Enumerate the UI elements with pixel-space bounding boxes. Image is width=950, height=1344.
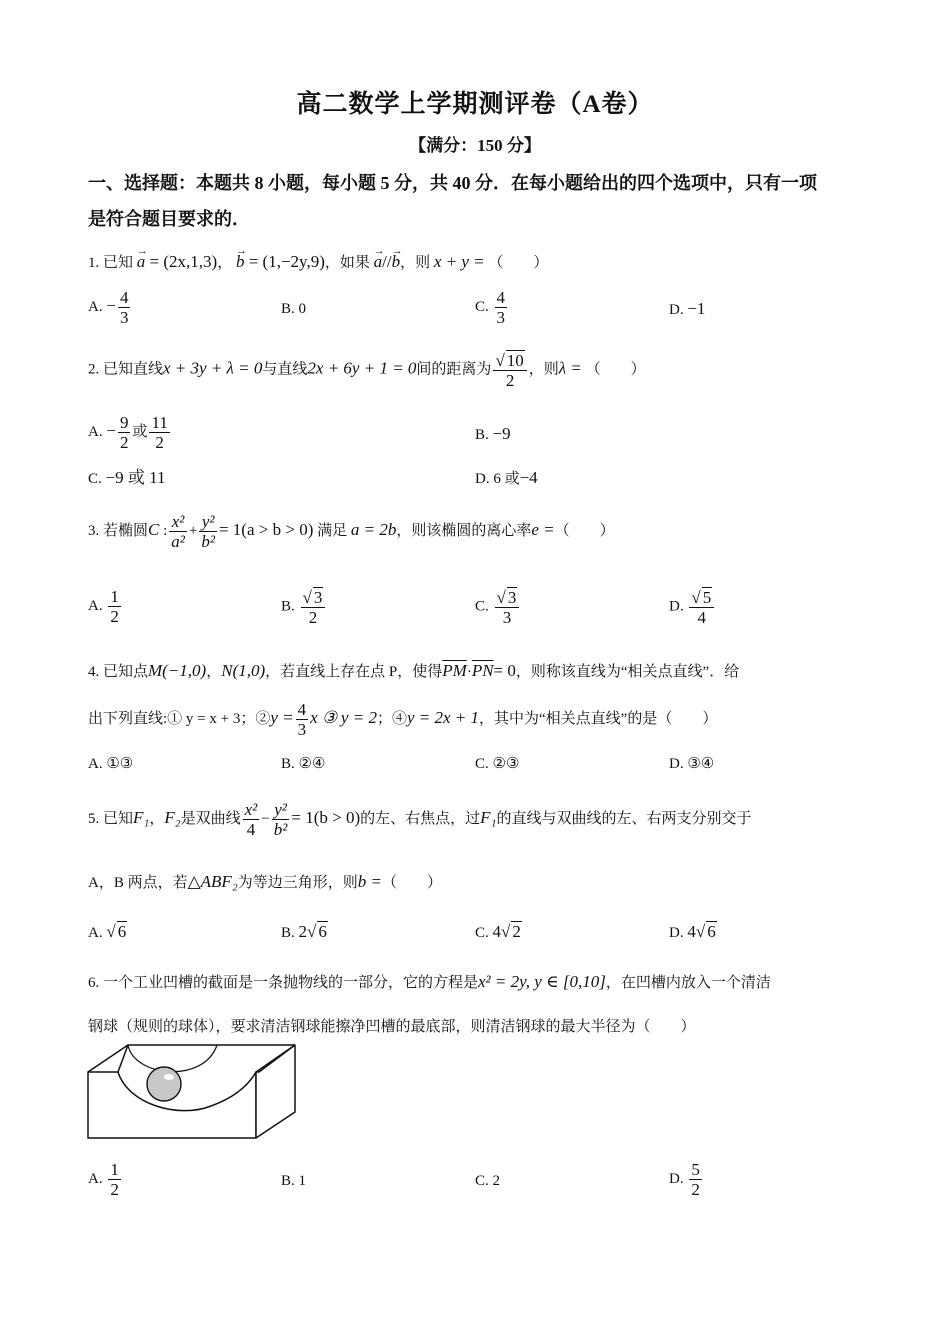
vector-b: (1,−2y,9): [262, 252, 325, 271]
vector-a: (2x,1,3): [163, 252, 218, 271]
q5-option-b: B. 2√ 6: [281, 922, 327, 941]
question-5-line2: A，B 两点，若△ABF₂为等边三角形，则b =（ ）: [88, 872, 442, 891]
q5-option-a: A. √ 6: [88, 922, 127, 941]
exam-title: 高二数学上学期测评卷（A卷）: [296, 91, 654, 118]
q5-option-d: D. 4√ 6: [669, 922, 716, 941]
groove-figure: [86, 1042, 306, 1142]
q1-option-b: B. 0: [281, 301, 307, 317]
question-4: 4. 已知点M(−1,0)，N(1,0)，若直线上存在点 P，使得$\overline{PM}\cdot\overline{PN}= 0$，则称该直线为“相关点直线”．给: [88, 661, 740, 680]
question-6: 6. 一个工业凹槽的截面是一条抛物线的一部分，它的方程是x² = 2y, y ∈ [0,10]，在凹槽内放入一个清洁: [88, 972, 771, 991]
q2-option-b: B. −9: [475, 424, 511, 443]
q3-option-c: C. $\frac{√ 3}{3}$: [475, 587, 521, 627]
q6-option-c: C. 2: [475, 1173, 501, 1189]
q3-option-d: D. $\frac{√ 5}{4}$: [669, 587, 716, 627]
q3-option-b: B. $\frac{√ 3}{2}$: [281, 587, 327, 627]
section-heading-line2: 是符合题目要求的．: [88, 209, 250, 229]
question-1: 1. 已知 → a = (2x,1,3)， → b = (1,−2y,9)，如果 → a//→ b，则 x + y = （ ）: [88, 252, 548, 273]
q6-option-b: B. 1: [281, 1173, 307, 1189]
q4-option-d: D. ③④: [669, 756, 715, 772]
question-5: 5. 已知F₁，F₂是双曲线 $\frac{\text{x²}}{4}$ − $\frac{\text{y²}}{\text{b²}}$ = 1(b > 0)的左、右焦点，过F₁的直线与双曲线的左、右两支分别交于: [88, 800, 752, 839]
question-3: 3. 若椭圆C : $\frac{\text{x²}}{\text{a²}}$ + $\frac{\text{y²}}{\text{b²}}$ = 1(a > b > 0) 满足 a = 2b，则该椭圆的离心率e =（ ）: [88, 512, 615, 551]
section-heading-line1: 一、选择题：本题共 8 小题，每小题 5 分，共 40 分．在每小题给出的四个选项中，只有一项: [88, 173, 817, 193]
q1-option-d: D. −1: [669, 299, 706, 318]
q4-option-a: A. ①③: [88, 756, 134, 772]
q6-option-a: A. $\frac{1}{2}$: [88, 1160, 119, 1199]
q4-option-b: B. ②④: [281, 756, 326, 772]
q3-option-a: A. $\frac{1}{2}$: [88, 587, 119, 626]
q1-number: 1.: [88, 255, 100, 271]
q2-option-c: C. −9 或 11: [88, 468, 166, 487]
question-6-line2: 钢球（规则的球体），要求清洁钢球能擦净凹槽的最底部，则清洁钢球的最大半径为（ ）: [88, 1019, 696, 1035]
q5-option-c: C. 4√ 2: [475, 922, 521, 941]
question-4-line2: 出下列直线:① y = x + 3；②y = $\frac{4}{3}$ x ③ y = 2；④y = 2x + 1，其中为“相关点直线”的是（ ）: [88, 700, 718, 739]
q2-option-a: A. − $\frac{9}{2}$ 或 $\frac{11}{2}$: [88, 413, 168, 452]
steel-ball: [147, 1067, 181, 1101]
q4-option-c: C. ②③: [475, 756, 520, 772]
ball-highlight: [164, 1074, 174, 1080]
full-score: 【满分：150 分】: [409, 136, 541, 155]
q1-option-c: C. $\frac{4}{3}$: [475, 288, 506, 327]
q1-option-a: A. − $\frac{4}{3}$: [88, 288, 129, 327]
question-2: 2. 已知直线x + 3y + λ = 0与直线2x + 6y + 1 = 0间的距离为 $\frac{√ 10}{2}$ ，则λ = （ ）: [88, 351, 646, 390]
q6-option-d: D. $\frac{5}{2}$: [669, 1160, 700, 1199]
q2-option-d: D. 6 或−4: [475, 468, 538, 487]
